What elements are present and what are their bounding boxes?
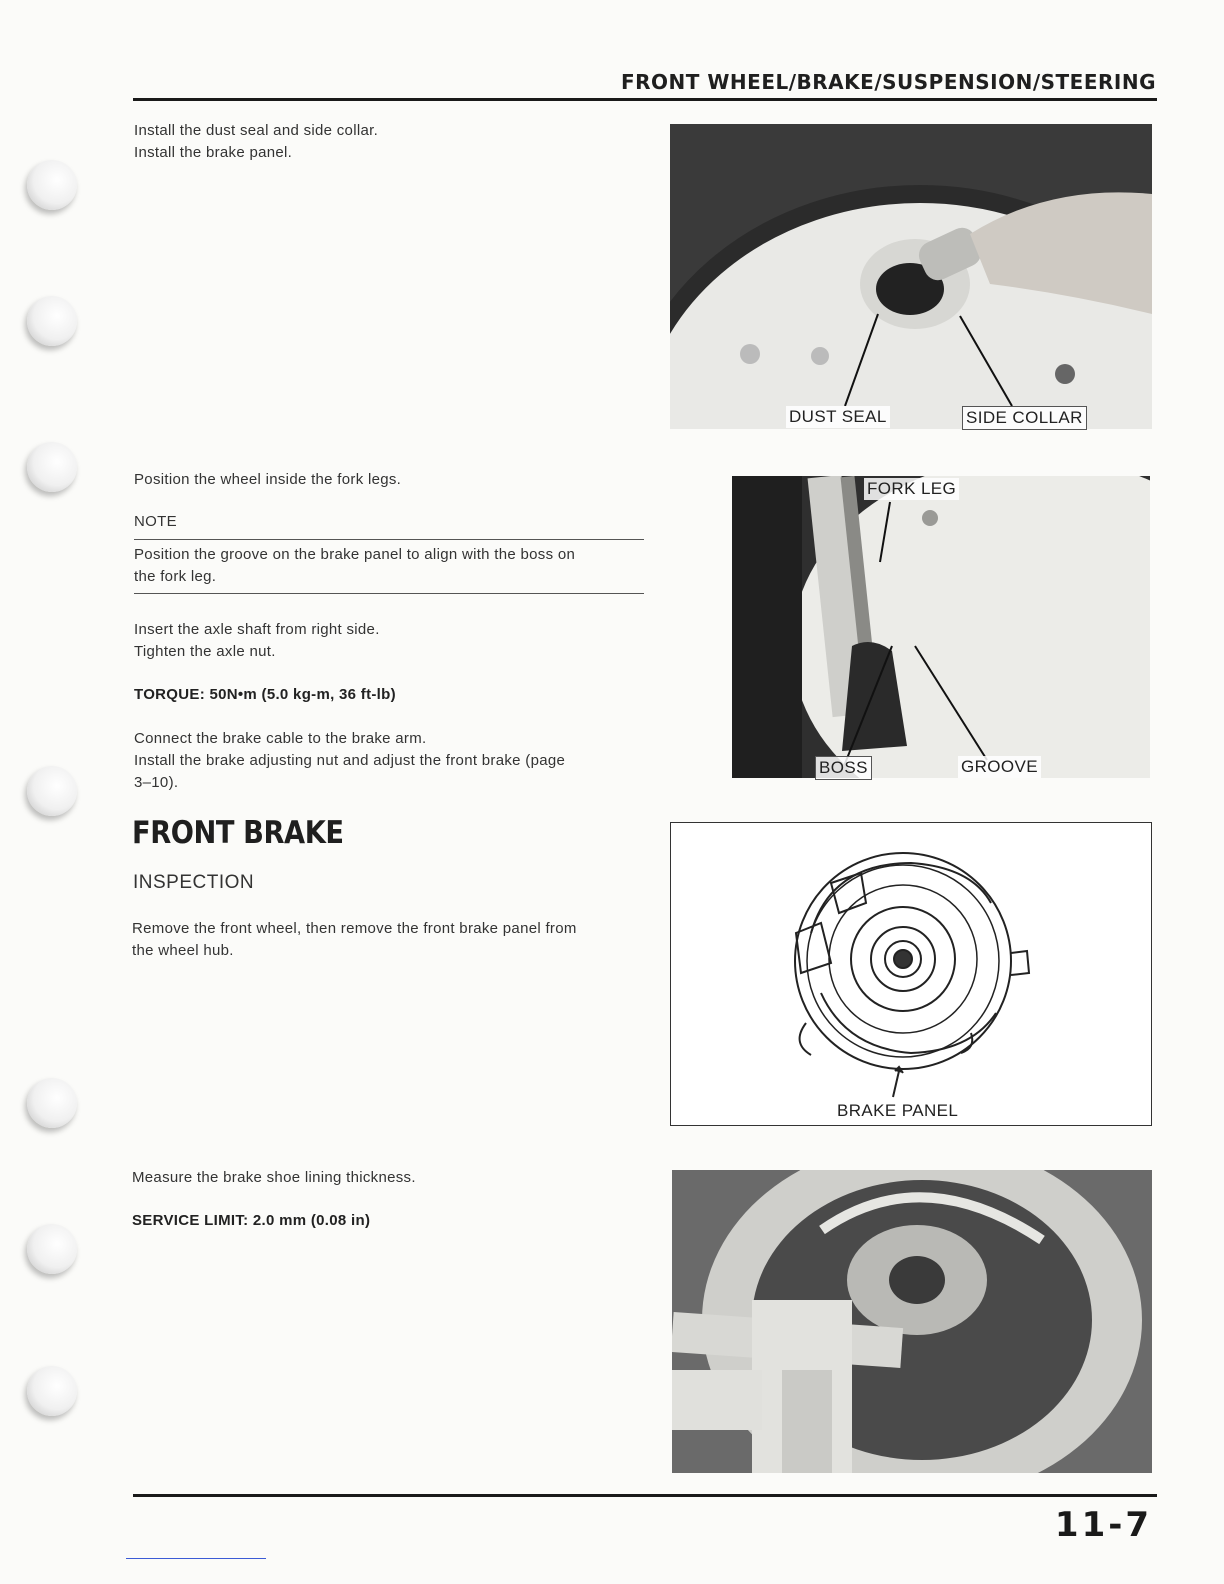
instruction-axle-shaft: Insert the axle shaft from right side. [134, 621, 380, 638]
instruction-adjusting-nut: Install the brake adjusting nut and adjust the front brake (page [134, 752, 566, 769]
page-number: 11-7 [1054, 1505, 1152, 1545]
label-boss: BOSS [815, 756, 872, 780]
binder-hole [27, 442, 77, 492]
instruction-dust-seal: Install the dust seal and side collar. [134, 122, 379, 139]
label-side-collar: SIDE COLLAR [962, 406, 1087, 430]
photo-dust-seal-side-collar [670, 124, 1152, 429]
binder-hole [27, 766, 77, 816]
instruction-position-wheel: Position the wheel inside the fork legs. [134, 471, 402, 488]
instruction-measure-lining: Measure the brake shoe lining thickness. [132, 1169, 416, 1186]
subheading-inspection: INSPECTION [133, 872, 255, 893]
photo-lining-measurement [672, 1170, 1152, 1473]
instruction-brake-panel: Install the brake panel. [134, 144, 293, 161]
note-text-line2: the fork leg. [134, 568, 217, 585]
binder-hole [27, 160, 77, 210]
label-fork-leg: FORK LEG [864, 478, 959, 500]
binder-hole [27, 1078, 77, 1128]
photo-wheel-hub-illustration [670, 124, 1152, 429]
diagram-brake-panel [670, 822, 1152, 1126]
note-top-rule [134, 539, 644, 540]
binder-hole [27, 296, 77, 346]
instruction-wheel-hub: the wheel hub. [132, 942, 234, 959]
photo-caliper-illustration [672, 1170, 1152, 1473]
footer-rule [133, 1494, 1157, 1497]
brake-panel-drawing [671, 823, 1151, 1125]
instruction-page-reference: 3–10). [134, 774, 179, 791]
label-dust-seal: DUST SEAL [786, 406, 890, 428]
photo-fork-leg-illustration [732, 476, 1150, 778]
header-rule [133, 98, 1157, 101]
section-heading-front-brake: FRONT BRAKE [132, 815, 344, 851]
torque-spec: TORQUE: 50N•m (5.0 kg-m, 36 ft-lb) [134, 686, 396, 703]
note-bottom-rule [134, 593, 644, 594]
instruction-remove-wheel: Remove the front wheel, then remove the front brake panel from [132, 920, 577, 937]
note-title: NOTE [134, 513, 177, 530]
binder-hole [27, 1224, 77, 1274]
photo-fork-leg-alignment [732, 476, 1150, 778]
binder-hole [27, 1366, 77, 1416]
label-brake-panel: BRAKE PANEL [837, 1101, 959, 1120]
instruction-axle-nut: Tighten the axle nut. [134, 643, 276, 660]
footer-link-underline [126, 1558, 266, 1559]
service-limit-spec: SERVICE LIMIT: 2.0 mm (0.08 in) [132, 1212, 371, 1229]
label-groove: GROOVE [958, 756, 1041, 778]
note-text-line1: Position the groove on the brake panel to align with the boss on [134, 546, 576, 563]
page-header-title: FRONT WHEEL/BRAKE/SUSPENSION/STEERING [620, 70, 1156, 94]
instruction-brake-cable: Connect the brake cable to the brake arm. [134, 730, 427, 747]
